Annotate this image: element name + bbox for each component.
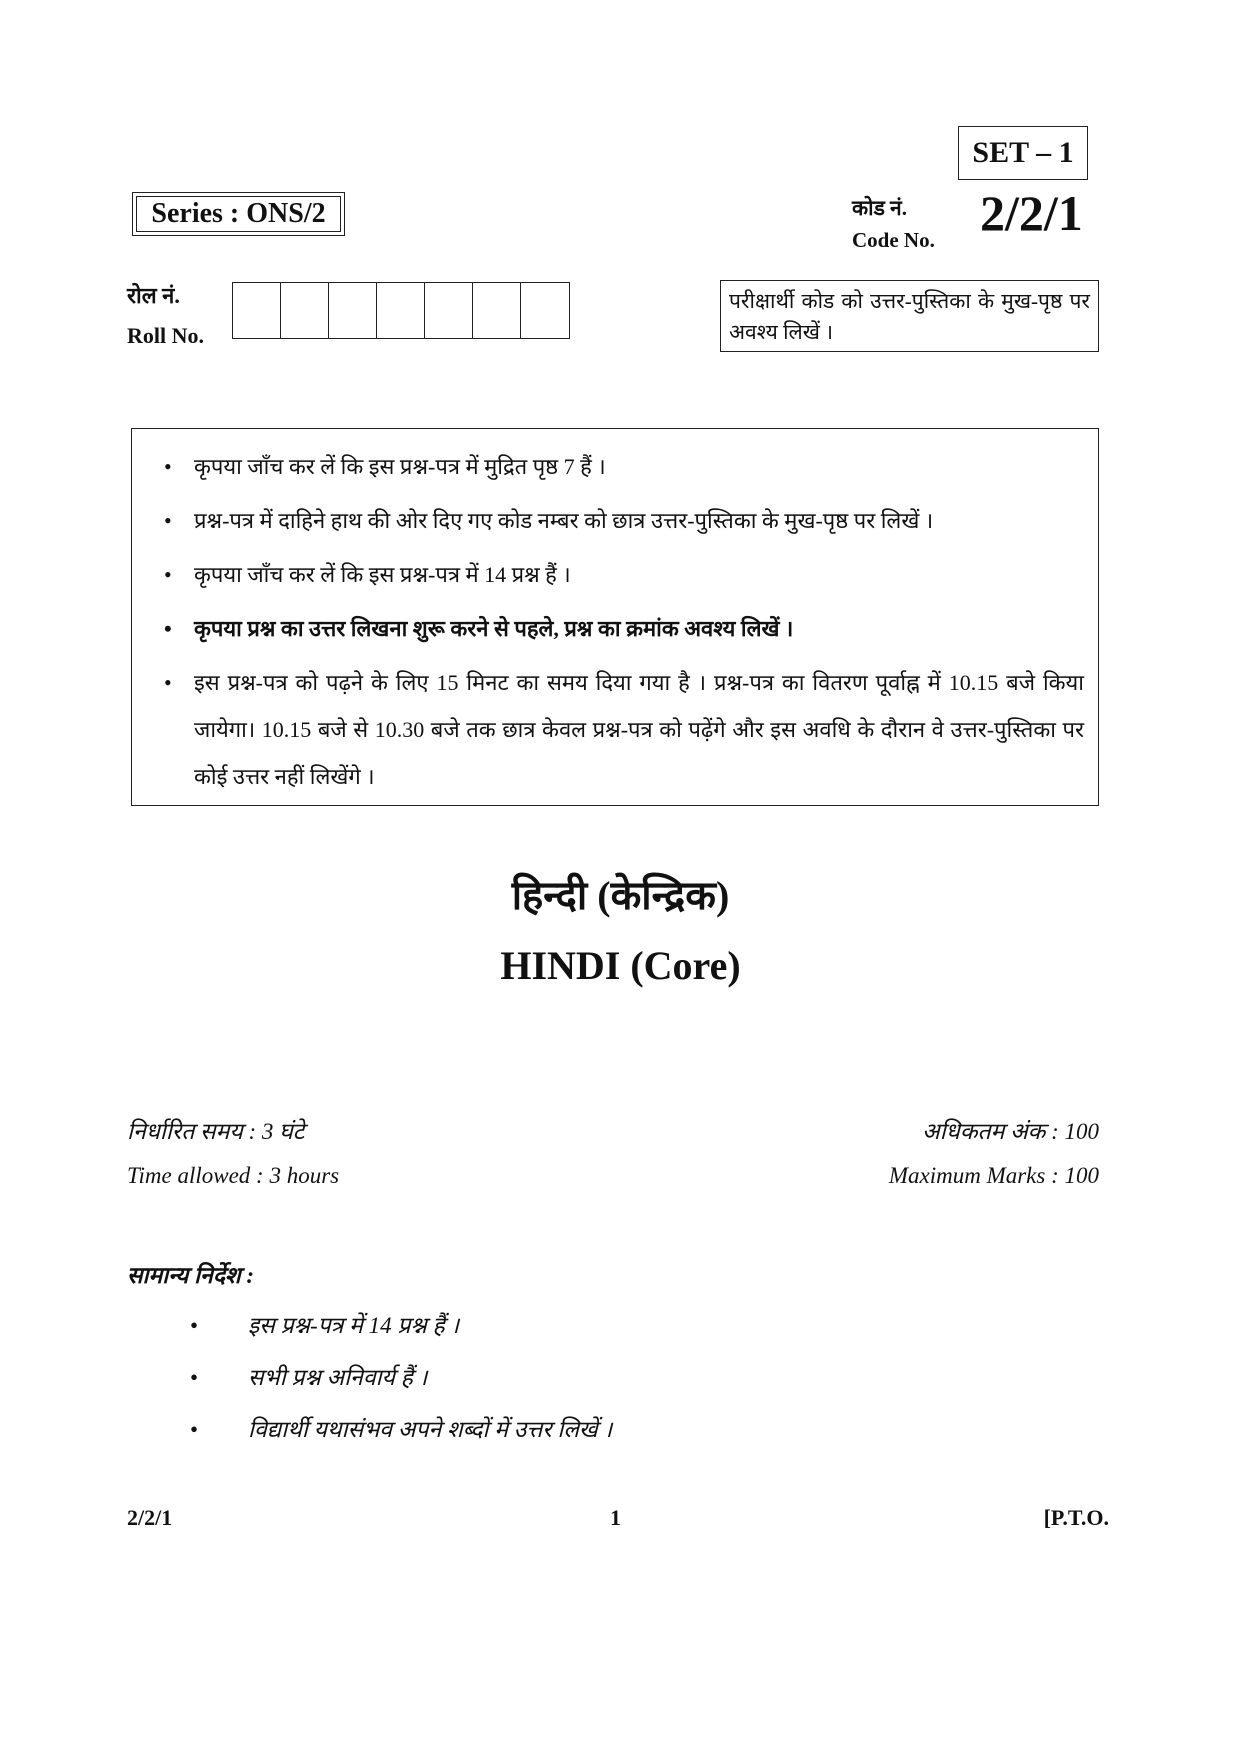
bullet-icon: •: [164, 616, 172, 641]
roll-digit-cell[interactable]: [329, 283, 377, 338]
instruction-item: • कृपया प्रश्न का उत्तर लिखना शुरू करने से पहले, प्रश्न का क्रमांक अवश्य लिखें ।: [152, 605, 1084, 652]
general-instruction-item: • सभी प्रश्न अनिवार्य हैं ।: [190, 1352, 612, 1404]
roll-digit-cell[interactable]: [473, 283, 521, 338]
instruction-item: • कृपया जाँच कर लें कि इस प्रश्न-पत्र में 14 प्रश्न हैं ।: [152, 551, 1084, 598]
code-number: 2/2/1: [980, 185, 1083, 241]
roll-label-english: Roll No.: [127, 323, 204, 348]
general-instruction-item: • विद्यार्थी यथासंभव अपने शब्दों में उत्तर लिखें ।: [190, 1404, 612, 1456]
bullet-icon: •: [164, 454, 172, 479]
bullet-icon: •: [164, 562, 172, 587]
code-label-hindi: कोड नं.: [852, 196, 907, 220]
page-number: 1: [610, 1505, 621, 1530]
general-instructions-list: [190, 1300, 612, 1456]
pto-label: [P.T.O.: [1043, 1505, 1109, 1530]
instructions-box: [131, 428, 1099, 806]
roll-digit-cell[interactable]: [425, 283, 473, 338]
roll-digit-cell[interactable]: [281, 283, 329, 338]
roll-digit-cell[interactable]: [233, 283, 281, 338]
roll-digit-cell[interactable]: [377, 283, 425, 338]
bullet-icon: •: [190, 1313, 199, 1338]
time-allowed-hindi: निर्धारित समय : 3 घंटे: [127, 1119, 305, 1144]
roll-digit-cell[interactable]: [521, 283, 569, 338]
subject-title-hindi: हिन्दी (केन्द्रिक): [511, 873, 730, 918]
roll-label-hindi: रोल नं.: [127, 283, 180, 308]
candidate-code-note: परीक्षार्थी कोड को उत्तर-पुस्तिका के मुख-पृष्ठ पर अवश्य लिखें ।: [720, 280, 1099, 352]
maximum-marks-english: Maximum Marks : 100: [888, 1163, 1099, 1188]
bullet-icon: •: [164, 670, 172, 695]
set-label: SET – 1: [958, 126, 1088, 180]
code-label-english: Code No.: [852, 228, 935, 252]
roll-label: [127, 276, 204, 356]
footer-code: 2/2/1: [127, 1505, 173, 1530]
general-instructions-heading: सामान्य निर्देश :: [127, 1263, 255, 1288]
series-label: Series : ONS/2: [132, 192, 345, 236]
bullet-icon: •: [190, 1417, 199, 1442]
bullet-icon: •: [190, 1365, 199, 1390]
instruction-item: • कृपया जाँच कर लें कि इस प्रश्न-पत्र में मुद्रित पृष्ठ 7 हैं ।: [152, 443, 1084, 490]
instruction-item: • इस प्रश्न-पत्र को पढ़ने के लिए 15 मिनट का समय दिया गया है । प्रश्न-पत्र का वितरण पूर्वाह्न में 10.15 बजे किया जायेगा। 10.15 बजे से 10.30 बजे तक छात्र केवल प्रश्न-पत्र को पढ़ेंगे और इस अवधि के दौरान वे उत्तर-पुस्तिका पर कोई उत्तर नहीं लिखेंगे ।: [152, 659, 1084, 800]
general-instruction-item: • इस प्रश्न-पत्र में 14 प्रश्न हैं ।: [190, 1300, 612, 1352]
maximum-marks-hindi: अधिकतम अंक : 100: [922, 1119, 1099, 1144]
maximum-marks: [889, 1110, 1099, 1198]
code-label: [852, 192, 935, 256]
instruction-item: • प्रश्न-पत्र में दाहिने हाथ की ओर दिए गए कोड नम्बर को छात्र उत्तर-पुस्तिका के मुख-पृष्ठ पर लिखें ।: [152, 497, 1084, 544]
roll-number-grid[interactable]: [232, 282, 570, 339]
time-allowed-english: Time allowed : 3 hours: [127, 1163, 340, 1188]
bullet-icon: •: [164, 508, 172, 533]
time-allowed: [127, 1110, 339, 1198]
subject-title-english: HINDI (Core): [500, 943, 741, 988]
